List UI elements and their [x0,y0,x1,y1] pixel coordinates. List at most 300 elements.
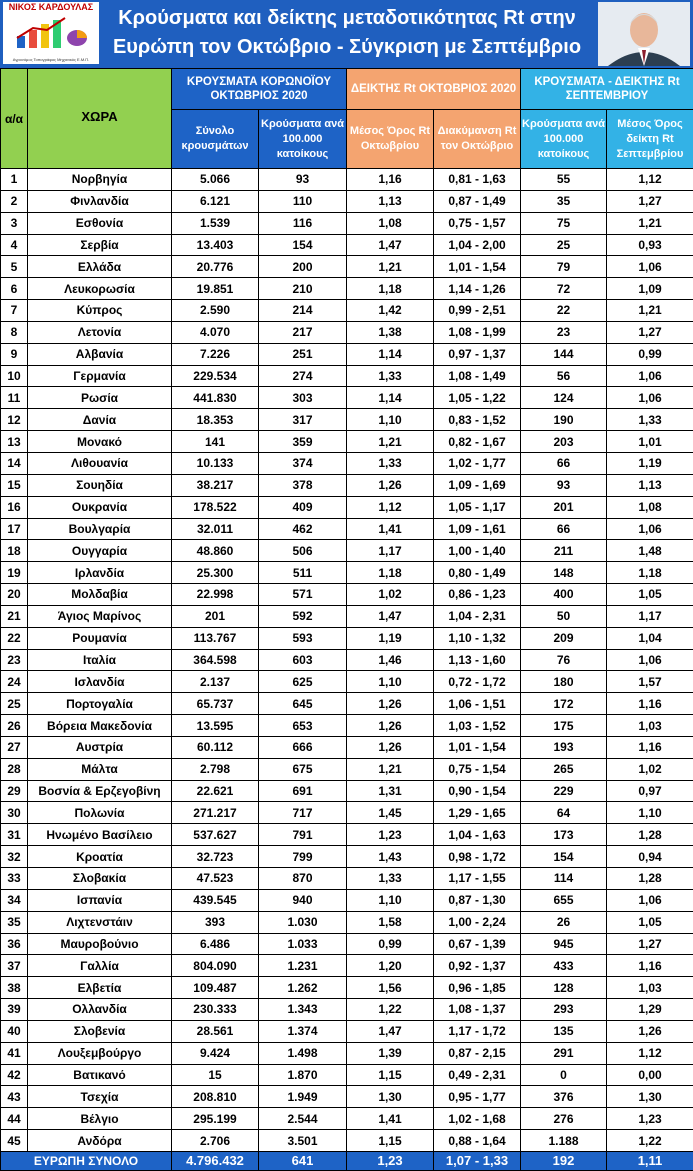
rt-mean-september: 0,94 [607,846,693,868]
cases-per-100k-october: 462 [259,518,347,540]
rt-mean-september: 1,06 [607,649,693,671]
row-index: 4 [1,234,28,256]
rt-range-october: 1,03 - 1,52 [434,715,521,737]
row-index: 17 [1,518,28,540]
country-name: Λουξεμβούργο [28,1042,172,1064]
rt-range-october: 0,87 - 1,49 [434,190,521,212]
cases-per-100k-october: 645 [259,693,347,715]
rt-range-october: 1,00 - 2,24 [434,911,521,933]
table-row [1,846,693,868]
cases-per-100k-october: 214 [259,300,347,322]
cases-per-100k-october: 870 [259,868,347,890]
country-name: Ουκρανία [28,496,172,518]
row-index: 36 [1,933,28,955]
cases-per-100k-september: 114 [521,868,607,890]
cases-per-100k-september: 203 [521,431,607,453]
table-row [1,431,693,453]
logo-name: ΝΙΚΟΣ ΚΑΡΔΟΥΛΑΣ [3,2,99,12]
header-aa: α/α [1,69,28,169]
rt-mean-september: 1,04 [607,627,693,649]
table-row [1,933,693,955]
rt-mean-october: 1,14 [347,387,434,409]
cases-per-100k-october: 940 [259,889,347,911]
cases-per-100k-september: 945 [521,933,607,955]
rt-range-october: 1,17 - 1,72 [434,1020,521,1042]
rt-range-october: 0,81 - 1,63 [434,169,521,191]
rt-range-october: 1,06 - 1,51 [434,693,521,715]
rt-range-october: 0,72 - 1,72 [434,671,521,693]
total-cases: 13.403 [172,234,259,256]
cases-per-100k-september: 22 [521,300,607,322]
table-row [1,474,693,496]
country-name: Μάλτα [28,758,172,780]
table-row [1,343,693,365]
cases-per-100k-october: 409 [259,496,347,518]
rt-range-october: 1,08 - 1,37 [434,999,521,1021]
page-header [0,0,693,68]
row-index: 1 [1,169,28,191]
table-row [1,212,693,234]
rt-mean-september: 0,99 [607,343,693,365]
country-name: Δανία [28,409,172,431]
rt-mean-september: 1,02 [607,758,693,780]
country-name: Ανδόρα [28,1130,172,1152]
cases-per-100k-october: 1.374 [259,1020,347,1042]
rt-range-october: 1,17 - 1,55 [434,868,521,890]
header-cases-per-100k-october: Κρούσματα ανά 100.000 κατοίκους [259,110,347,169]
row-index: 25 [1,693,28,715]
rt-range-october: 0,75 - 1,54 [434,758,521,780]
cases-per-100k-september: 175 [521,715,607,737]
rt-mean-september: 1,16 [607,955,693,977]
rt-range-october: 0,83 - 1,52 [434,409,521,431]
logo-subtitle: Αγρονόμος Τοπογράφος Μηχανικός Ε.Μ.Π. [5,57,97,62]
table-row [1,278,693,300]
row-index: 6 [1,278,28,300]
rt-range-october: 0,75 - 1,57 [434,212,521,234]
rt-mean-october: 1,08 [347,212,434,234]
country-name: Σλοβενία [28,1020,172,1042]
cases-per-100k-september: 75 [521,212,607,234]
cases-per-100k-september: 201 [521,496,607,518]
rt-range-october: 1,08 - 1,49 [434,365,521,387]
cases-per-100k-october: 217 [259,321,347,343]
total-cases: 230.333 [172,999,259,1021]
cases-per-100k-september: 55 [521,169,607,191]
total-cases: 28.561 [172,1020,259,1042]
country-name: Ελλάδα [28,256,172,278]
header-rt-mean-october: Μέσος Όρος Rt Οκτωβρίου [347,110,434,169]
cases-per-100k-october: 317 [259,409,347,431]
rt-mean-october: 1,26 [347,736,434,758]
country-name: Βατικανό [28,1064,172,1086]
total-cases: 295.199 [172,1108,259,1130]
cases-per-100k-september: 66 [521,452,607,474]
rt-mean-october: 1,26 [347,474,434,496]
header-group-september: ΚΡΟΥΣΜΑΤΑ - ΔΕΙΚΤΗΣ Rt ΣΕΠΤΕΜΒΡΙΟΥ [521,69,693,110]
cases-per-100k-september: 655 [521,889,607,911]
cases-per-100k-october: 1.262 [259,977,347,999]
table-row [1,256,693,278]
rt-mean-september: 1,26 [607,1020,693,1042]
rt-range-october: 1,29 - 1,65 [434,802,521,824]
rt-mean-september: 1,09 [607,278,693,300]
cases-per-100k-september: 35 [521,190,607,212]
cases-per-100k-september: 76 [521,649,607,671]
cases-per-100k-october: 1.498 [259,1042,347,1064]
row-index: 45 [1,1130,28,1152]
rt-mean-september: 1,30 [607,1086,693,1108]
cases-per-100k-october: 666 [259,736,347,758]
cases-per-100k-september: 291 [521,1042,607,1064]
row-index: 44 [1,1108,28,1130]
rt-mean-september: 1,12 [607,169,693,191]
cases-per-100k-september: 293 [521,999,607,1021]
rt-mean-october: 1,38 [347,321,434,343]
table-row [1,190,693,212]
total-cases: 20.776 [172,256,259,278]
rt-range-october: 0,96 - 1,85 [434,977,521,999]
cases-per-100k-october: 2.544 [259,1108,347,1130]
table-row [1,605,693,627]
total-per-100k-september: 192 [521,1151,607,1170]
cases-per-100k-october: 603 [259,649,347,671]
total-cases: 6.121 [172,190,259,212]
rt-mean-october: 1,12 [347,496,434,518]
rt-mean-october: 1,13 [347,190,434,212]
total-cases: 48.860 [172,540,259,562]
total-cases: 22.621 [172,780,259,802]
rt-mean-october: 1,26 [347,715,434,737]
row-index: 2 [1,190,28,212]
total-cases: 393 [172,911,259,933]
total-cases: 441.830 [172,387,259,409]
rt-mean-september: 1,06 [607,518,693,540]
row-index: 42 [1,1064,28,1086]
rt-range-october: 1,05 - 1,17 [434,496,521,518]
rt-mean-september: 0,93 [607,234,693,256]
rt-range-october: 0,95 - 1,77 [434,1086,521,1108]
rt-mean-october: 1,47 [347,605,434,627]
table-row [1,169,693,191]
row-index: 10 [1,365,28,387]
row-index: 41 [1,1042,28,1064]
table-row [1,627,693,649]
country-name: Ισλανδία [28,671,172,693]
cases-per-100k-september: 172 [521,693,607,715]
cases-per-100k-september: 56 [521,365,607,387]
row-index: 23 [1,649,28,671]
country-name: Γαλλία [28,955,172,977]
rt-range-october: 0,88 - 1,64 [434,1130,521,1152]
table-row [1,584,693,606]
cases-per-100k-october: 110 [259,190,347,212]
table-row [1,1108,693,1130]
rt-mean-september: 1,16 [607,693,693,715]
cases-per-100k-october: 511 [259,562,347,584]
cases-per-100k-september: 400 [521,584,607,606]
row-index: 14 [1,452,28,474]
rt-range-october: 1,05 - 1,22 [434,387,521,409]
total-cases: 32.723 [172,846,259,868]
cases-per-100k-october: 251 [259,343,347,365]
country-name: Ιρλανδία [28,562,172,584]
rt-range-october: 1,14 - 1,26 [434,278,521,300]
rt-range-october: 0,87 - 2,15 [434,1042,521,1064]
rt-mean-september: 1,03 [607,715,693,737]
header-total-cases: Σύνολο κρουσμάτων [172,110,259,169]
row-index: 15 [1,474,28,496]
header-group-cases-october: ΚΡΟΥΣΜΑΤΑ ΚΟΡΩΝΟΪΟΥ ΟΚΤΩΒΡΙΟΣ 2020 [172,69,347,110]
cases-per-100k-october: 592 [259,605,347,627]
country-name: Σερβία [28,234,172,256]
table-row [1,693,693,715]
total-cases: 65.737 [172,693,259,715]
total-cases: 38.217 [172,474,259,496]
country-name: Λιθουανία [28,452,172,474]
rt-mean-september: 1,16 [607,736,693,758]
rt-mean-september: 1,48 [607,540,693,562]
cases-per-100k-october: 1.231 [259,955,347,977]
rt-range-october: 1,00 - 1,40 [434,540,521,562]
table-row [1,409,693,431]
cases-per-100k-october: 571 [259,584,347,606]
table-row [1,955,693,977]
rt-mean-october: 1,18 [347,278,434,300]
table-row [1,889,693,911]
row-index: 30 [1,802,28,824]
table-row [1,234,693,256]
row-index: 43 [1,1086,28,1108]
country-name: Μαυροβούνιο [28,933,172,955]
total-cases: 229.534 [172,365,259,387]
rt-mean-september: 1,22 [607,1130,693,1152]
cases-per-100k-september: 128 [521,977,607,999]
row-index: 20 [1,584,28,606]
row-index: 35 [1,911,28,933]
rt-range-october: 1,09 - 1,61 [434,518,521,540]
row-index: 24 [1,671,28,693]
rt-mean-october: 1,26 [347,693,434,715]
total-cases: 32.011 [172,518,259,540]
table-row [1,802,693,824]
country-name: Βέλγιο [28,1108,172,1130]
rt-mean-october: 1,31 [347,780,434,802]
table-row [1,671,693,693]
cases-per-100k-september: 180 [521,671,607,693]
total-cases: 5.066 [172,169,259,191]
rt-mean-october: 1,30 [347,1086,434,1108]
table-row [1,518,693,540]
country-name: Πολωνία [28,802,172,824]
country-name: Ρωσία [28,387,172,409]
rt-mean-october: 1,17 [347,540,434,562]
country-name: Κύπρος [28,300,172,322]
rt-mean-september: 1,10 [607,802,693,824]
cases-per-100k-september: 190 [521,409,607,431]
country-name: Μολδαβία [28,584,172,606]
rt-mean-october: 1,02 [347,584,434,606]
rt-mean-september: 1,28 [607,824,693,846]
rt-mean-october: 1,42 [347,300,434,322]
table-row [1,758,693,780]
country-name: Ισπανία [28,889,172,911]
total-cases: 271.217 [172,802,259,824]
rt-range-october: 1,09 - 1,69 [434,474,521,496]
country-name: Ρουμανία [28,627,172,649]
table-row [1,736,693,758]
table-row [1,300,693,322]
table-row [1,1086,693,1108]
rt-mean-october: 1,33 [347,868,434,890]
author-logo [3,2,99,64]
rt-mean-october: 1,33 [347,452,434,474]
cases-per-100k-october: 506 [259,540,347,562]
row-index: 11 [1,387,28,409]
rt-range-october: 0,86 - 1,23 [434,584,521,606]
total-cases: 141 [172,431,259,453]
rt-mean-september: 1,27 [607,321,693,343]
rt-mean-october: 1,56 [347,977,434,999]
header-cases-per-100k-september: Κρούσματα ανά 100.000 κατοίκους [521,110,607,169]
cases-per-100k-october: 374 [259,452,347,474]
table-row [1,780,693,802]
cases-per-100k-october: 93 [259,169,347,191]
cases-per-100k-september: 72 [521,278,607,300]
table-row [1,977,693,999]
rt-range-october: 0,92 - 1,37 [434,955,521,977]
cases-per-100k-september: 173 [521,824,607,846]
rt-mean-september: 1,27 [607,933,693,955]
rt-range-october: 1,02 - 1,68 [434,1108,521,1130]
cases-per-100k-october: 274 [259,365,347,387]
rt-range-october: 0,67 - 1,39 [434,933,521,955]
table-row [1,365,693,387]
country-name: Λιχτενστάιν [28,911,172,933]
cases-per-100k-october: 593 [259,627,347,649]
country-name: Σουηδία [28,474,172,496]
cases-per-100k-october: 675 [259,758,347,780]
country-name: Γερμανία [28,365,172,387]
rt-mean-september: 1,06 [607,387,693,409]
row-index: 33 [1,868,28,890]
rt-mean-september: 1,08 [607,496,693,518]
row-index: 34 [1,889,28,911]
rt-mean-october: 1,41 [347,518,434,540]
rt-mean-september: 1,27 [607,190,693,212]
cases-per-100k-october: 1.870 [259,1064,347,1086]
total-cases: 537.627 [172,824,259,846]
header-rt-range-october: Διακύμανση Rt τον Οκτώβριο [434,110,521,169]
total-rt-mean-september: 1,11 [607,1151,693,1170]
total-cases: 6.486 [172,933,259,955]
total-cases: 804.090 [172,955,259,977]
table-row [1,1042,693,1064]
cases-per-100k-september: 25 [521,234,607,256]
country-name: Πορτογαλία [28,693,172,715]
rt-range-october: 0,82 - 1,67 [434,431,521,453]
rt-mean-october: 1,20 [347,955,434,977]
cases-per-100k-october: 303 [259,387,347,409]
rt-mean-september: 1,06 [607,365,693,387]
cases-per-100k-october: 116 [259,212,347,234]
rt-range-october: 1,04 - 2,31 [434,605,521,627]
rt-mean-september: 0,97 [607,780,693,802]
rt-mean-september: 1,17 [607,605,693,627]
cases-per-100k-september: 23 [521,321,607,343]
cases-per-100k-october: 359 [259,431,347,453]
row-index: 28 [1,758,28,780]
row-index: 39 [1,999,28,1021]
cases-per-100k-september: 1.188 [521,1130,607,1152]
total-cases: 201 [172,605,259,627]
cases-per-100k-october: 1.033 [259,933,347,955]
country-name: Ουγγαρία [28,540,172,562]
cases-per-100k-october: 691 [259,780,347,802]
table-row [1,1064,693,1086]
total-cases: 60.112 [172,736,259,758]
cases-per-100k-september: 26 [521,911,607,933]
rt-mean-september: 1,29 [607,999,693,1021]
page-title [104,4,590,62]
total-cases: 2.590 [172,300,259,322]
total-cases: 7.226 [172,343,259,365]
cases-per-100k-september: 0 [521,1064,607,1086]
rt-range-october: 0,90 - 1,54 [434,780,521,802]
rt-mean-september: 1,28 [607,868,693,890]
rt-mean-october: 1,45 [347,802,434,824]
row-index: 29 [1,780,28,802]
country-name: Αυστρία [28,736,172,758]
rt-range-october: 0,97 - 1,37 [434,343,521,365]
rt-mean-october: 1,21 [347,758,434,780]
cases-per-100k-september: 209 [521,627,607,649]
row-index: 32 [1,846,28,868]
total-cases: 19.851 [172,278,259,300]
cases-per-100k-september: 79 [521,256,607,278]
country-name: Άγιος Μαρίνος [28,605,172,627]
cases-per-100k-october: 200 [259,256,347,278]
row-index: 7 [1,300,28,322]
table-row [1,715,693,737]
title-line-1: Κρούσματα και δείκτης μεταδοτικότητας Rt στην [104,4,590,33]
cases-per-100k-october: 1.949 [259,1086,347,1108]
cases-per-100k-october: 625 [259,671,347,693]
country-name: Ιταλία [28,649,172,671]
total-cases: 2.706 [172,1130,259,1152]
row-index: 26 [1,715,28,737]
rt-mean-october: 1,46 [347,649,434,671]
total-cases: 2.798 [172,758,259,780]
country-name: Βοσνία & Ερζεγοβίνη [28,780,172,802]
row-index: 18 [1,540,28,562]
rt-mean-september: 1,33 [607,409,693,431]
total-cases: 4.796.432 [172,1151,259,1170]
rt-range-october: 1,04 - 1,63 [434,824,521,846]
total-rt-range-october: 1,07 - 1,33 [434,1151,521,1170]
cases-per-100k-october: 210 [259,278,347,300]
rt-mean-september: 1,57 [607,671,693,693]
row-index: 21 [1,605,28,627]
total-row [1,1151,693,1170]
table-body [1,169,693,1152]
cases-per-100k-october: 3.501 [259,1130,347,1152]
rt-mean-september: 1,06 [607,889,693,911]
total-cases: 2.137 [172,671,259,693]
row-index: 8 [1,321,28,343]
rt-mean-october: 1,41 [347,1108,434,1130]
cases-per-100k-september: 376 [521,1086,607,1108]
